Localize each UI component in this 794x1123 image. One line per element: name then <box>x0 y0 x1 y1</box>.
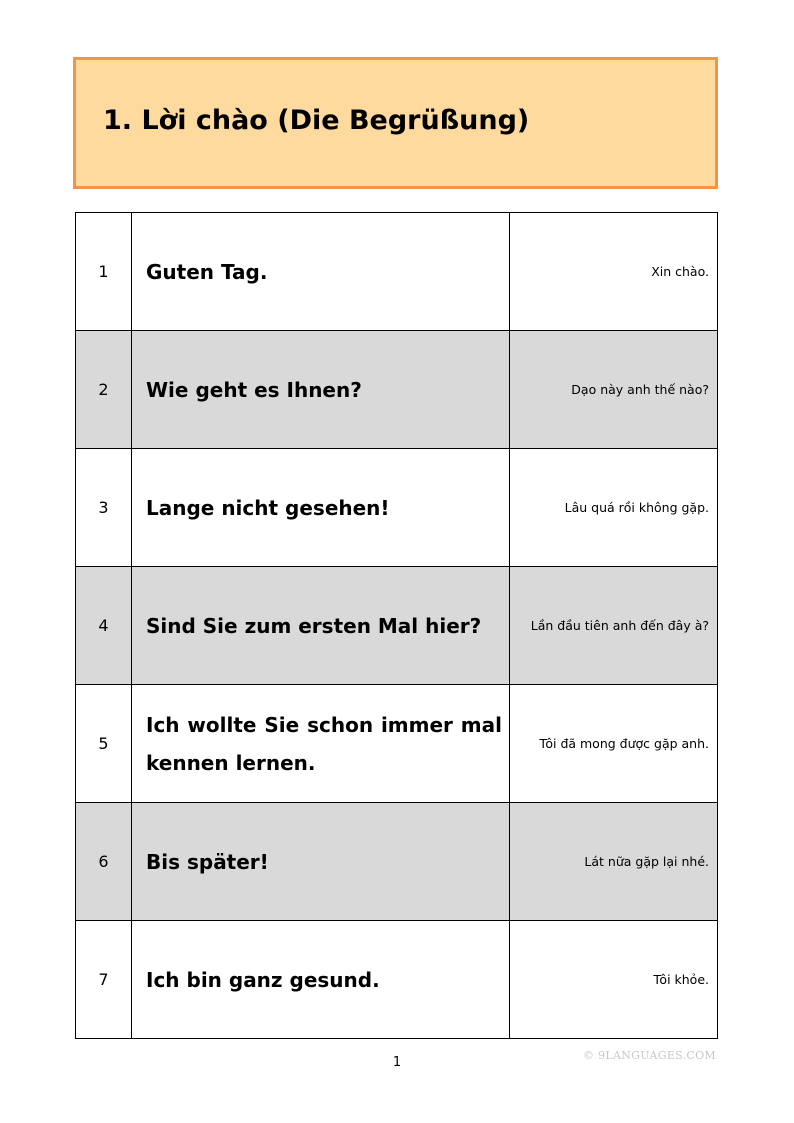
phrase-table <box>75 212 718 1039</box>
table-row <box>76 331 718 449</box>
vietnamese-translation: Dạo này anh thế nào? <box>510 331 718 449</box>
copyright-watermark: © 9LANGUAGES.COM <box>583 1049 716 1062</box>
table-row <box>76 213 718 331</box>
vietnamese-translation: Tôi khỏe. <box>510 921 718 1039</box>
german-phrase: Guten Tag. <box>132 213 510 331</box>
section-header <box>73 57 718 189</box>
german-phrase: Ich wollte Sie schon immer mal kennen lernen. <box>132 685 510 803</box>
row-number: 6 <box>76 803 132 921</box>
table-row <box>76 449 718 567</box>
page-number: 1 <box>392 1055 402 1070</box>
german-phrase: Bis später! <box>132 803 510 921</box>
row-number: 1 <box>76 213 132 331</box>
row-number: 5 <box>76 685 132 803</box>
table-row <box>76 685 718 803</box>
row-number: 4 <box>76 567 132 685</box>
table-row <box>76 921 718 1039</box>
table-row <box>76 567 718 685</box>
row-number: 7 <box>76 921 132 1039</box>
vietnamese-translation: Lâu quá rồi không gặp. <box>510 449 718 567</box>
german-phrase: Sind Sie zum ersten Mal hier? <box>132 567 510 685</box>
vietnamese-translation: Lát nữa gặp lại nhé. <box>510 803 718 921</box>
german-phrase: Wie geht es Ihnen? <box>132 331 510 449</box>
german-phrase: Lange nicht gesehen! <box>132 449 510 567</box>
row-number: 2 <box>76 331 132 449</box>
row-number: 3 <box>76 449 132 567</box>
section-title: 1. Lời chào (Die Begrüßung) <box>103 105 530 136</box>
vietnamese-translation: Tôi đã mong được gặp anh. <box>510 685 718 803</box>
german-phrase: Ich bin ganz gesund. <box>132 921 510 1039</box>
table-row <box>76 803 718 921</box>
vietnamese-translation: Xin chào. <box>510 213 718 331</box>
vietnamese-translation: Lần đầu tiên anh đến đây à? <box>510 567 718 685</box>
